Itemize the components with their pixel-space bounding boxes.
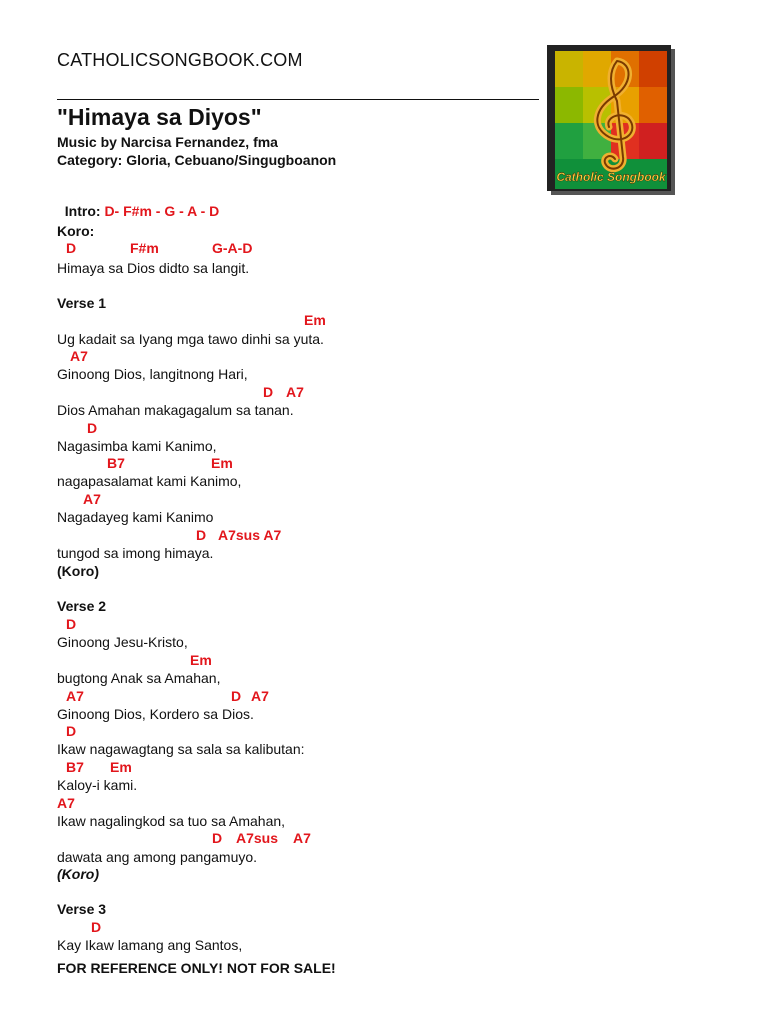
music-credit: Music by Narcisa Fernandez, fma (57, 134, 278, 150)
intro-label: Intro: (64, 203, 105, 219)
section-heading: Verse 1 (57, 295, 107, 311)
chord-label: D (231, 688, 242, 704)
lyric-line: Dios Amahan makagagalum sa tanan. (57, 402, 294, 418)
lyric-line: Ug kadait sa Iyang mga tawo dinhi sa yuta. (57, 331, 324, 347)
chord-label: D (66, 616, 77, 632)
logo-text: Catholic Songbook (556, 170, 666, 184)
footer-notice: FOR REFERENCE ONLY! NOT FOR SALE! (57, 960, 336, 976)
lyric-line: Himaya sa Dios didto sa langit. (57, 260, 250, 276)
chord-label: D (263, 384, 274, 400)
chord-label: Em (211, 455, 233, 471)
chord-label: A7 (70, 348, 88, 364)
lyric-line: dawata ang among pangamuyo. (57, 849, 258, 865)
chord-label: F#m (130, 240, 159, 256)
title-rule (57, 99, 539, 100)
intro-line (57, 187, 219, 219)
lyric-line: tungod sa imong himaya. (57, 545, 214, 561)
chord-label: B7 (66, 759, 84, 775)
site-name: CATHOLICSONGBOOK.COM (57, 50, 303, 70)
lyric-line: Ginoong Dios, langitnong Hari, (57, 366, 248, 382)
lyric-line: Ikaw nagalingkod sa tuo sa Amahan, (57, 813, 286, 829)
chord-label: A7 (293, 830, 311, 846)
catholic-songbook-logo (547, 45, 677, 195)
chord-label: D (66, 723, 77, 739)
chord-label: B7 (107, 455, 125, 471)
song-category: Category: Gloria, Cebuano/Singugboanon (57, 152, 337, 168)
chord-label: D (212, 830, 223, 846)
chord-label: D (66, 240, 77, 256)
chord-label: D (196, 527, 207, 543)
lyric-line: Ikaw nagawagtang sa sala sa kalibutan: (57, 741, 305, 757)
chord-label: Em (190, 652, 212, 668)
lyric-line: Ginoong Dios, Kordero sa Dios. (57, 706, 254, 722)
lyric-line: Ginoong Jesu-Kristo, (57, 634, 188, 650)
section-heading: Verse 2 (57, 598, 107, 614)
lyric-line: Kay Ikaw lamang ang Santos, (57, 937, 243, 953)
chord-label: A7sus (236, 830, 279, 846)
chord-label: A7 (83, 491, 101, 507)
lyric-line: Nagasimba kami Kanimo, (57, 438, 217, 454)
chord-label: D (91, 919, 102, 935)
song-title: "Himaya sa Diyos" (57, 104, 262, 130)
chord-label: A7sus A7 (218, 527, 282, 543)
lyric-line: Kaloy-i kami. (57, 777, 138, 793)
section-heading: Koro: (57, 223, 95, 239)
chord-label: A7 (66, 688, 84, 704)
chord-label: Em (304, 312, 326, 328)
chord-label: A7 (251, 688, 269, 704)
chord-label: A7 (57, 795, 75, 811)
intro-chords: D- F#m - G - A - D (104, 203, 220, 219)
chord-label: A7 (286, 384, 304, 400)
lyric-line: nagapasalamat kami Kanimo, (57, 473, 242, 489)
section-heading: Verse 3 (57, 901, 107, 917)
section-heading: (Koro) (57, 866, 99, 882)
chord-label: D (87, 420, 98, 436)
lyric-line: bugtong Anak sa Amahan, (57, 670, 221, 686)
chord-label: Em (110, 759, 132, 775)
lyric-line: Nagadayeg kami Kanimo (57, 509, 214, 525)
chord-label: G-A-D (212, 240, 253, 256)
section-heading: (Koro) (57, 563, 99, 579)
